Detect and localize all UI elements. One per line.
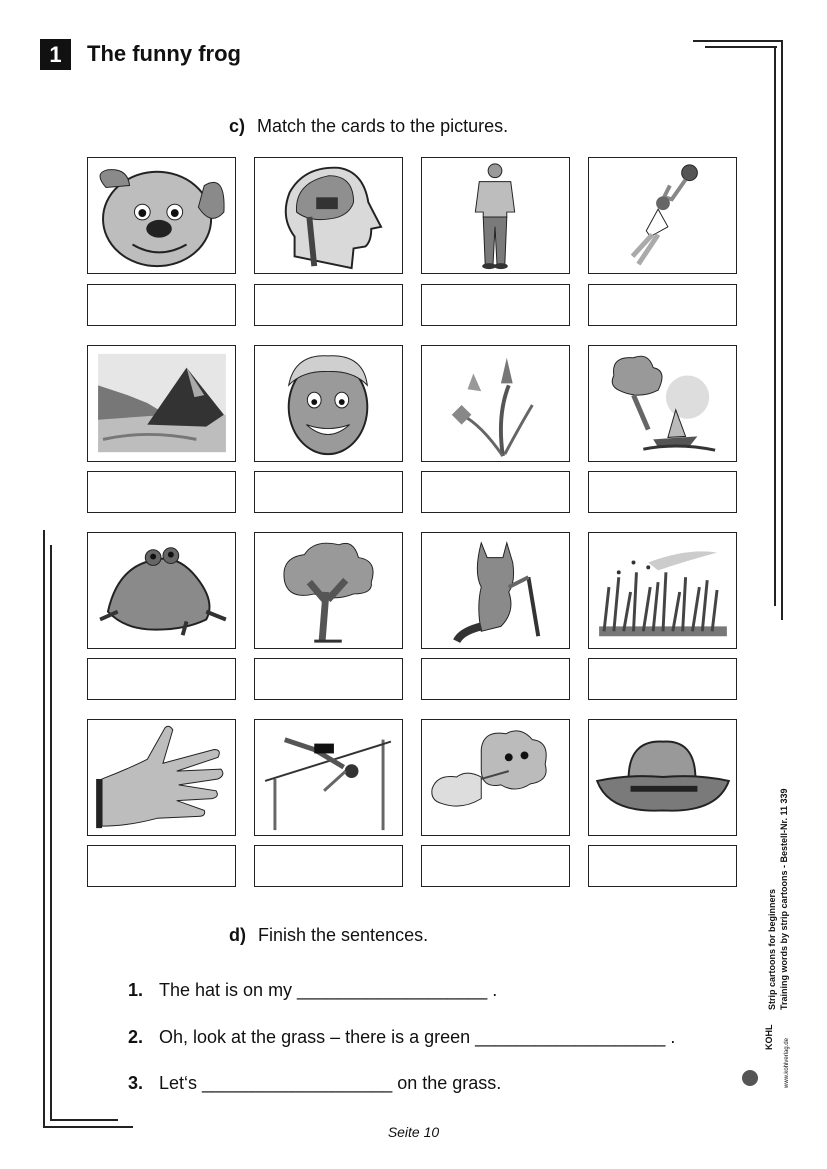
publisher-website: www.kohlverlag.de bbox=[784, 1037, 790, 1088]
publication-series: Strip cartoons for beginners bbox=[767, 888, 777, 1010]
answer-box[interactable] bbox=[87, 471, 236, 513]
frame-line-left-outer bbox=[43, 530, 45, 1128]
answer-box[interactable] bbox=[421, 284, 570, 326]
sentence-3[interactable] bbox=[128, 1073, 501, 1094]
flower-icon bbox=[422, 346, 569, 461]
picture-card-face[interactable] bbox=[254, 345, 403, 462]
frame-line-left-inner bbox=[50, 545, 52, 1120]
picture-card-highjump[interactable] bbox=[254, 719, 403, 836]
goalkeeper-icon bbox=[589, 158, 736, 273]
man-standing-icon bbox=[422, 158, 569, 273]
answer-box[interactable] bbox=[588, 845, 737, 887]
picture-card-mountains[interactable] bbox=[87, 345, 236, 462]
answer-box[interactable] bbox=[588, 471, 737, 513]
answer-box[interactable] bbox=[87, 845, 236, 887]
picture-card-brain[interactable] bbox=[254, 157, 403, 274]
sentence-number: 2. bbox=[128, 1027, 144, 1047]
section-number: 1 bbox=[40, 39, 71, 70]
frog-icon bbox=[88, 533, 235, 648]
picture-card-grass[interactable] bbox=[588, 532, 737, 649]
brain-head-icon bbox=[255, 158, 402, 273]
mountains-icon bbox=[88, 346, 235, 461]
answer-box[interactable] bbox=[87, 658, 236, 700]
frame-line-top-right-inner bbox=[705, 46, 777, 48]
answer-box[interactable] bbox=[421, 658, 570, 700]
picture-card-dog[interactable] bbox=[87, 157, 236, 274]
picture-card-wind[interactable] bbox=[421, 719, 570, 836]
frame-line-bottom-left-inner bbox=[50, 1119, 118, 1121]
picture-card-hand[interactable] bbox=[87, 719, 236, 836]
task-d-letter: d) bbox=[229, 925, 246, 945]
answer-box[interactable] bbox=[588, 658, 737, 700]
task-d bbox=[229, 925, 428, 946]
dog-face-icon bbox=[88, 158, 235, 273]
picture-card-wolf[interactable] bbox=[421, 532, 570, 649]
publication-order: Training words by strip cartoons - Bestell-Nr. 11 339 bbox=[779, 788, 789, 1010]
storm-boat-icon bbox=[589, 346, 736, 461]
frame-line-right-inner bbox=[774, 46, 776, 606]
frame-line-top-right bbox=[693, 40, 783, 42]
picture-card-storm[interactable] bbox=[588, 345, 737, 462]
answer-box[interactable] bbox=[421, 471, 570, 513]
answer-box[interactable] bbox=[254, 284, 403, 326]
sentence-1[interactable] bbox=[128, 980, 497, 1001]
task-c-letter: c) bbox=[229, 116, 246, 136]
sentence-text: Let‘s ___________________ on the grass. bbox=[159, 1073, 502, 1093]
picture-card-tree[interactable] bbox=[254, 532, 403, 649]
page-number: Seite 10 bbox=[387, 1124, 440, 1140]
sentence-number: 1. bbox=[128, 980, 144, 1000]
publication-info bbox=[766, 788, 790, 1010]
picture-card-man[interactable] bbox=[421, 157, 570, 274]
grass-icon bbox=[589, 533, 736, 648]
sentence-number: 3. bbox=[128, 1073, 144, 1093]
answer-box[interactable] bbox=[254, 845, 403, 887]
answer-box[interactable] bbox=[254, 658, 403, 700]
frame-line-right-outer bbox=[781, 40, 783, 620]
sentence-text: The hat is on my ___________________ . bbox=[159, 980, 498, 1000]
publisher-name: KOHL bbox=[764, 1024, 774, 1050]
picture-card-goalkeeper[interactable] bbox=[588, 157, 737, 274]
smiling-face-icon bbox=[255, 346, 402, 461]
task-c bbox=[229, 116, 508, 137]
high-jump-icon bbox=[255, 720, 402, 835]
hat-icon bbox=[589, 720, 736, 835]
publisher-logo bbox=[740, 1020, 800, 1090]
answer-box[interactable] bbox=[588, 284, 737, 326]
picture-card-frog[interactable] bbox=[87, 532, 236, 649]
sentence-text: Oh, look at the grass – there is a green ___________________ . bbox=[159, 1027, 676, 1047]
tree-icon bbox=[255, 533, 402, 648]
sentence-2[interactable] bbox=[128, 1027, 675, 1048]
answer-box[interactable] bbox=[87, 284, 236, 326]
answer-box[interactable] bbox=[254, 471, 403, 513]
task-d-instruction: Finish the sentences. bbox=[258, 925, 429, 945]
task-c-instruction: Match the cards to the pictures. bbox=[257, 116, 509, 136]
wind-cloud-icon bbox=[422, 720, 569, 835]
picture-card-hat[interactable] bbox=[588, 719, 737, 836]
answer-box[interactable] bbox=[421, 845, 570, 887]
picture-card-flower[interactable] bbox=[421, 345, 570, 462]
hand-icon bbox=[88, 720, 235, 835]
page-title: The funny frog bbox=[87, 41, 241, 66]
wolf-icon bbox=[422, 533, 569, 648]
